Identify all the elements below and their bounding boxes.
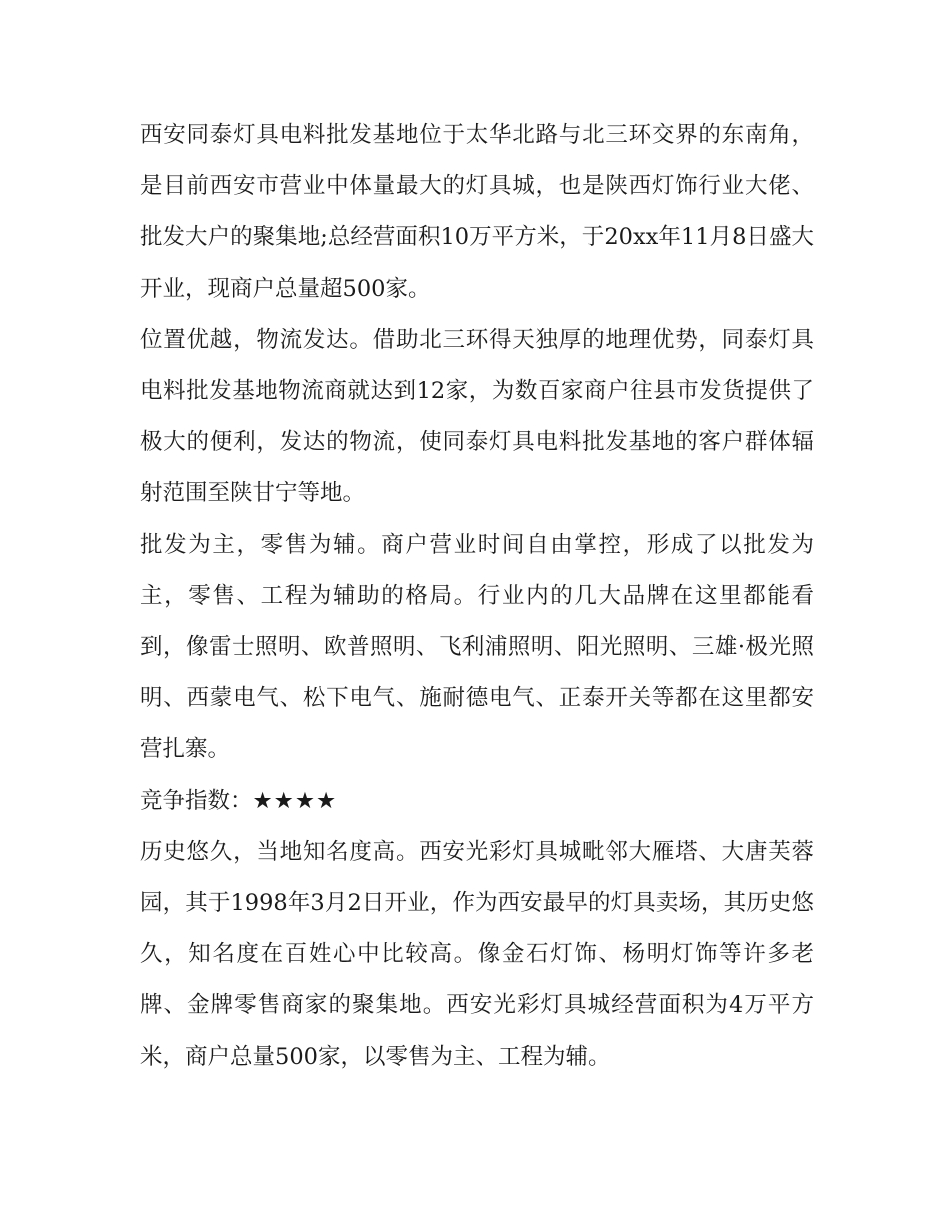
- paragraph-tongtai-intro: 西安同泰灯具电料批发基地位于太华北路与北三环交界的东南角，是目前西安市营业中体量最大的灯具城，也是陕西灯饰行业大佬、批发大户的聚集地;总经营面积10万平方米，于20xx年11月8日盛大开业，现商户总量超500家。: [140, 122, 814, 302]
- document-body: [140, 110, 814, 1083]
- paragraph-wholesale: 批发为主，零售为辅。商户营业时间自由掌控，形成了以批发为主，零售、工程为辅助的格局。行业内的几大品牌在这里都能看到，像雷士照明、欧普照明、飞利浦照明、阳光照明、三雄·极光照明、西蒙电气、松下电气、施耐德电气、正泰开关等都在这里都安营扎寨。: [140, 531, 814, 763]
- competition-index: [140, 776, 814, 827]
- paragraph-guangcai-history: 历史悠久，当地知名度高。西安光彩灯具城毗邻大雁塔、大唐芙蓉园，其于1998年3月2日开业，作为西安最早的灯具卖场，其历史悠久，知名度在百姓心中比较高。像金石灯饰、杨明灯饰等许多老牌、金牌零售商家的聚集地。西安光彩灯具城经营面积为4万平方米，商户总量500家，以零售为主、工程为辅。: [140, 838, 814, 1070]
- paragraph-logistics: 位置优越，物流发达。借助北三环得天独厚的地理优势，同泰灯具电料批发基地物流商就达到12家，为数百家商户往县市发货提供了极大的便利，发达的物流，使同泰灯具电料批发基地的客户群体辐射范围至陕甘宁等地。: [140, 326, 814, 507]
- competition-index-label: 竞争指数：: [140, 787, 253, 814]
- star-rating-icon: ★★★★: [252, 787, 338, 814]
